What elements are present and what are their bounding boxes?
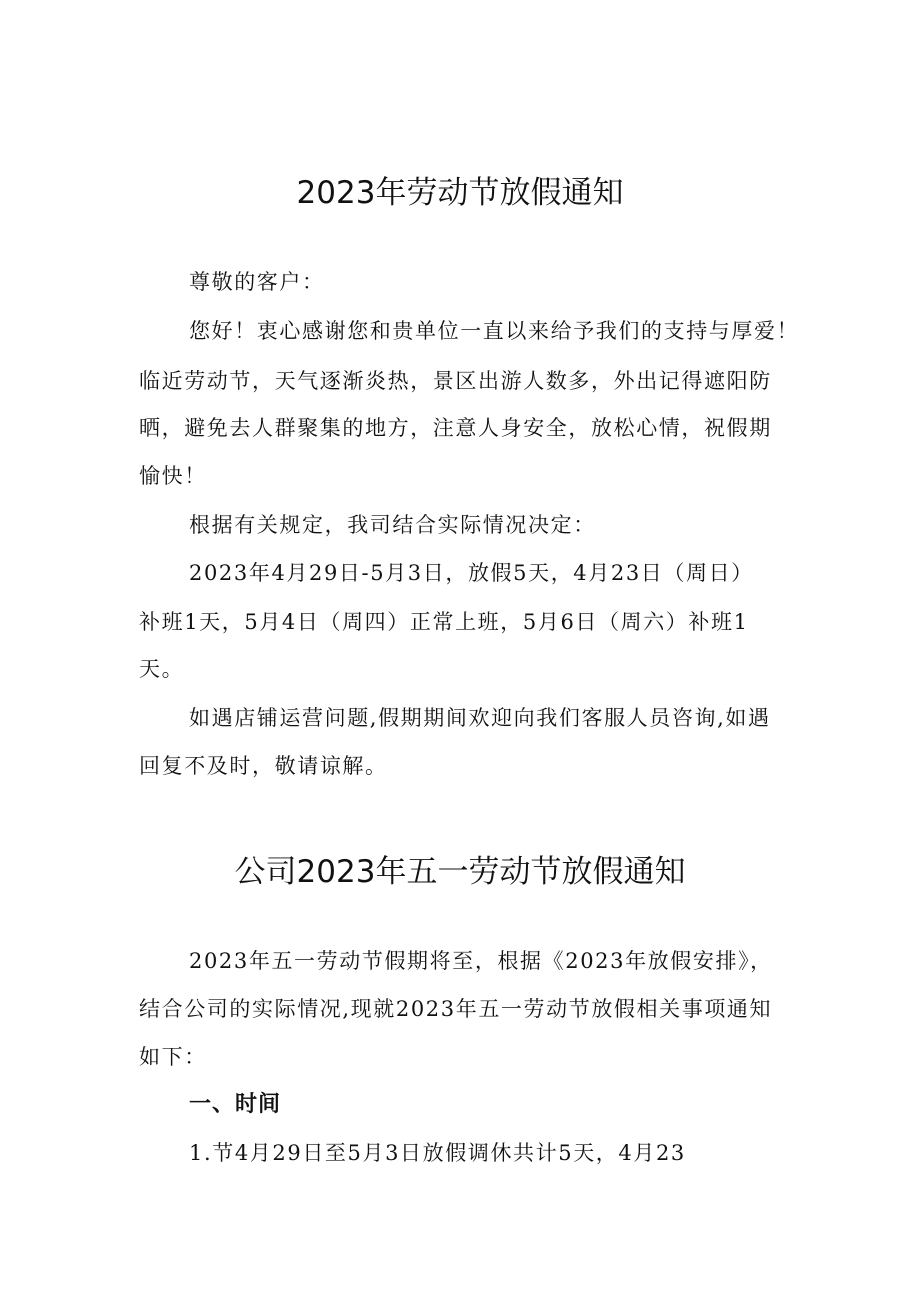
paragraph-line: 临近劳动节，天气逐渐炎热，景区出游人数多，外出记得遮阳防 <box>139 369 772 393</box>
section-heading: 一、时间 <box>189 1092 282 1117</box>
paragraph-line: 结合公司的实际情况,现就2023年五一劳动节放假相关事项通知 <box>139 997 773 1021</box>
paragraph-line: 2023年五一劳动节假期将至，根据《2023年放假安排》， <box>189 949 773 973</box>
paragraph-line: 愉快！ <box>139 464 207 488</box>
paragraph-line: 天。 <box>139 657 185 681</box>
salutation: 尊敬的客户： <box>189 270 325 294</box>
paragraph-line: 根据有关规定，我司结合实际情况决定： <box>189 513 596 537</box>
notice-title: 公司2023年五一劳动节放假通知 <box>234 854 686 890</box>
paragraph-line: 您好！衷心感谢您和贵单位一直以来给予我们的支持与厚爱！ <box>189 319 800 343</box>
paragraph-line: 回复不及时，敬请谅解。 <box>139 754 388 778</box>
paragraph-line: 晒，避免去人群聚集的地方，注意人身安全，放松心情，祝假期 <box>139 416 772 440</box>
list-item: 1.节4月29日至5月3日放假调休共计5天，4月23 <box>189 1141 686 1165</box>
paragraph-line: 补班1天，5月4日（周四）正常上班，5月6日（周六）补班1 <box>139 610 749 634</box>
notice-title: 2023年劳动节放假通知 <box>296 175 624 211</box>
paragraph-line: 2023年4月29日-5月3日，放假5天，4月23日（周日） <box>189 561 754 585</box>
paragraph-line: 如遇店铺运营问题,假期期间欢迎向我们客服人员咨询,如遇 <box>189 706 771 730</box>
paragraph-line: 如下： <box>139 1045 207 1069</box>
